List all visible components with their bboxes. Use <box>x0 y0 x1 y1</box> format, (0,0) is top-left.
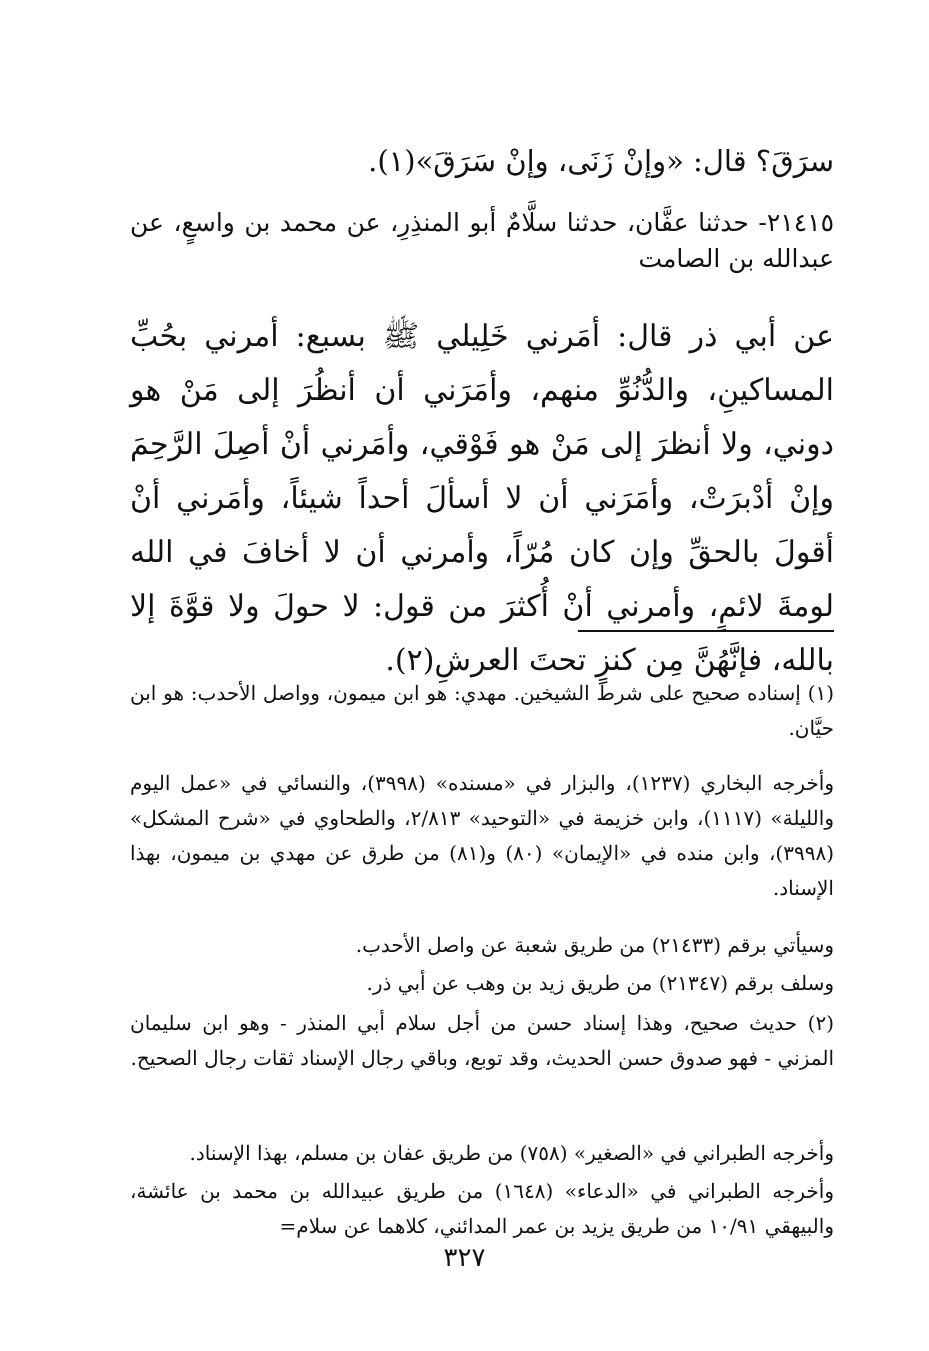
footnote-2: (٢) حديث صحيح، وهذا إسناد حسن من أجل سلام أبي المنذر - وهو ابن سليمان المزني - فهو صدوق حسن الحديث، وقد توبع، وباقي رجال الإسناد ثقات رجال الصحيح. <box>130 1011 834 1070</box>
hadith-chain: ٢١٤١٥- حدثنا عفَّان، حدثنا سلَّامٌ أبو المنذِرِ، عن محمد بن واسعٍ، عن عبدالله بن الصامت <box>130 208 834 273</box>
footnote-1-sources: وأخرجه البخاري (١٢٣٧)، والبزار في «مسنده» (٣٩٩٨)، والنسائي في «عمل اليوم والليلة» (١١١٧)، وابن خزيمة في «التوحيد» ٢/٨١٣، والطحاوي في «شرح المشكل» (٣٩٩٨)، وابن منده في «الإيمان» (٨٠) و(٨١) من طرق عن مهدي بن ميمون، بهذا الإسناد. <box>130 771 835 900</box>
page-number: ٣٢٧ <box>443 1243 486 1273</box>
footnote-1: (١) إسناده صحيح على شرط الشيخين. مهدي: هو ابن ميمون، وواصل الأحدب: هو ابن حيَّان. <box>130 681 834 740</box>
footnote-1-cross-ref: وسيأتي برقم (٢١٤٣٣) من طريق شعبة عن واصل الأحدب. <box>355 933 834 957</box>
footnote-1-cross-ref: وسلف برقم (٢١٣٤٧) من طريق زيد بن وهب عن أبي ذر. <box>366 971 834 995</box>
main-text-line: سرَقَ؟ قال: «وإنْ زَنَى، وإنْ سَرَقَ»(١). <box>368 144 834 178</box>
hadith-text: عن أبي ذر قال: أمَرني خَلِيلي ﷺ بسبع: أمرني بحُبِّ المساكينِ، والدُّنُوِّ منهم، وأمَرَني أن أنظُرَ إلى مَنْ هو دوني، ولا أنظرَ إلى مَنْ هو فَوْقي، وأمَرني أنْ أصِلَ الرَّحِمَ وإنْ أدْبرَتْ، وأمَرَني أن لا أسألَ أحداً شيئاً، وأمَرني أنْ أقولَ بالحقِّ وإن كان مُرّاً، وأمرني أن لا أخافَ في الله لومةَ لائمٍ، وأمرني أنْ أُكثرَ من قول: لا حولَ ولا قوَّةَ إلا بالله، فإنَّهُنَّ مِن كنزٍ تحتَ العرشِ(٢). <box>130 319 834 678</box>
footnote-2-sources: وأخرجه الطبراني في «الصغير» (٧٥٨) من طريق عفان بن مسلم، بهذا الإسناد. <box>189 1141 834 1165</box>
footnote-2-sources: وأخرجه الطبراني في «الدعاء» (١٦٤٨) من طريق عبيدالله بن محمد بن عائشة، والبيهقي ١٠/٩١ من طريق يزيد بن عمر المدائني، كلاهما عن سلام= <box>130 1179 834 1238</box>
footnote-divider <box>578 630 834 632</box>
